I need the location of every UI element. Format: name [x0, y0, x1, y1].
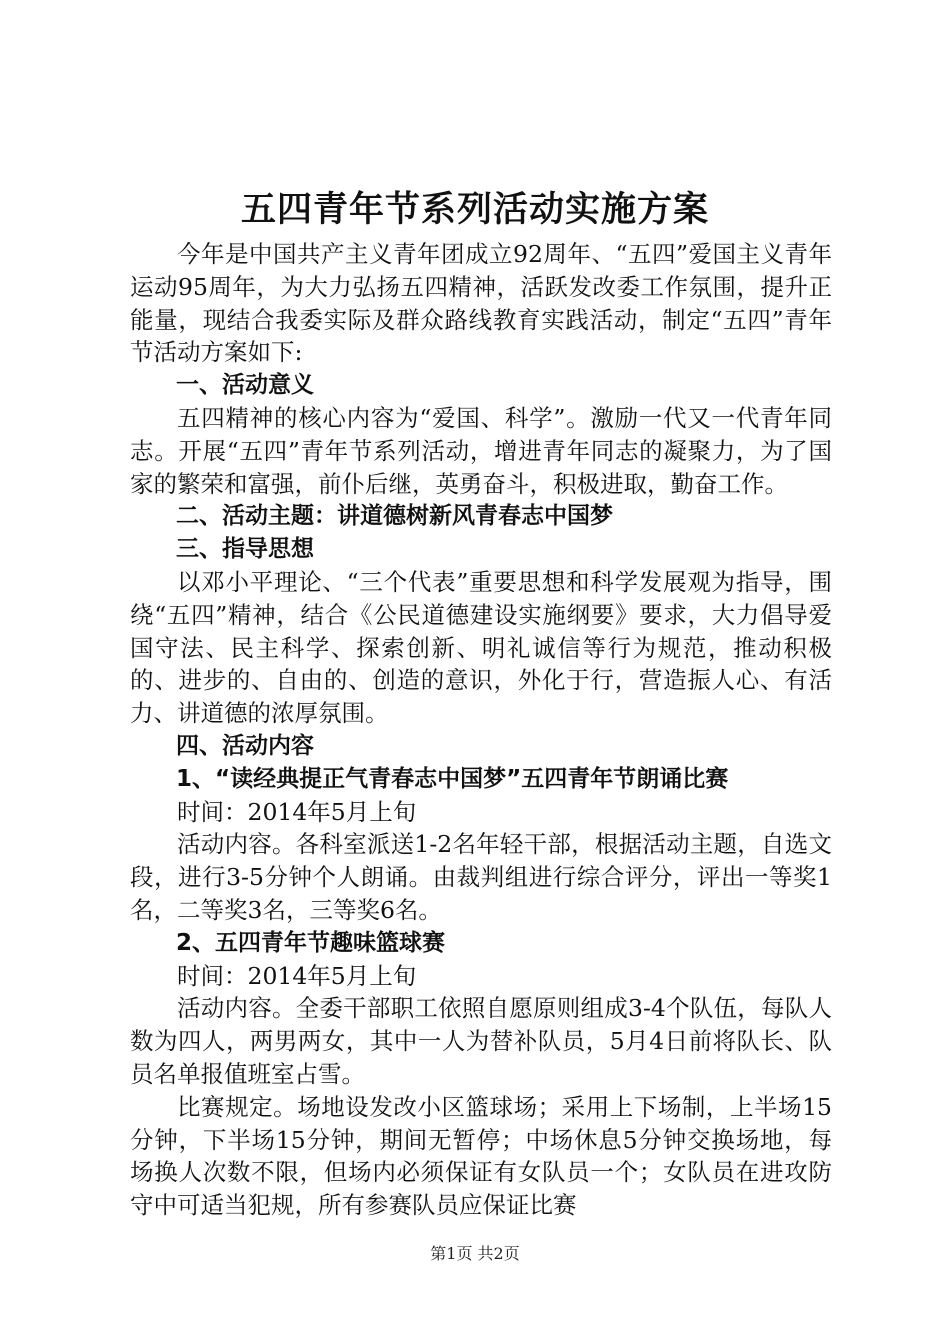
- page-footer: 第1页 共2页: [430, 1244, 520, 1263]
- document-body: [130, 238, 832, 1222]
- section-heading-significance: 一、活动意义: [176, 372, 314, 399]
- activity-1-content: 活动内容。各科室派送1-2名年轻干部，根据活动主题，自选文段，进行3-5分钟个人朗诵。由裁判组进行综合评分，评出一等奖1名，二等奖3名，三等奖6名。: [130, 830, 832, 924]
- section-heading-theme: 二、活动主题：讲道德树新风青春志中国梦: [176, 503, 613, 530]
- activity-2-heading: 2、五四青年节趣味篮球赛: [176, 929, 446, 956]
- intro-paragraph: 今年是中国共产主义青年团成立92周年、“五四”爱国主义青年运动95周年，为大力弘扬五四精神，活跃发改委工作氛围，提升正能量，现结合我委实际及群众路线教育实践活动，制定“五四”青年节活动方案如下:: [130, 240, 832, 367]
- document-title: 五四青年节系列活动实施方案: [240, 190, 709, 230]
- activity-2-content: 活动内容。全委干部职工依照自愿原则组成3-4个队伍，每队人数为四人，两男两女，其中一人为替补队员，5月4日前将队长、队员名单报值班室占雪。: [130, 994, 832, 1088]
- section-heading-guiding-ideology: 三、指导思想: [176, 536, 314, 563]
- guiding-ideology-paragraph: 以邓小平理论、“三个代表”重要思想和科学发展观为指导，围绕“五四”精神，结合《公民道德建设实施纲要》要求，大力倡导爱国守法、民主科学、探索创新、明礼诚信等行为规范，推动积极的、进步的、自由的、创造的意识，外化于行，营造振人心、有活力、讲道德的浓厚氛围。: [130, 567, 832, 728]
- activity-1-heading: 1、“读经典提正气青春志中国梦”五四青年节朗诵比赛: [176, 765, 729, 792]
- activity-1-time: 时间：2014年5月上旬: [177, 797, 417, 826]
- section-heading-activities: 四、活动内容: [176, 732, 314, 759]
- significance-paragraph: 五四精神的核心内容为“爱国、科学”。激励一代又一代青年同志。开展“五四”青年节系列活动，增进青年同志的凝聚力，为了国家的繁荣和富强，前仆后继，英勇奋斗，积极进取，勤奋工作。: [130, 403, 832, 498]
- activity-2-rules: 比赛规定。场地设发改小区篮球场；采用上下场制，上半场15分钟，下半场15分钟，期间无暂停；中场休息5分钟交换场地，每场换人次数不限，但场内必须保证有女队员一个；女队员在进攻防守中可适当犯规，所有参赛队员应保证比赛: [130, 1092, 832, 1220]
- activity-2-time: 时间：2014年5月上旬: [177, 961, 417, 990]
